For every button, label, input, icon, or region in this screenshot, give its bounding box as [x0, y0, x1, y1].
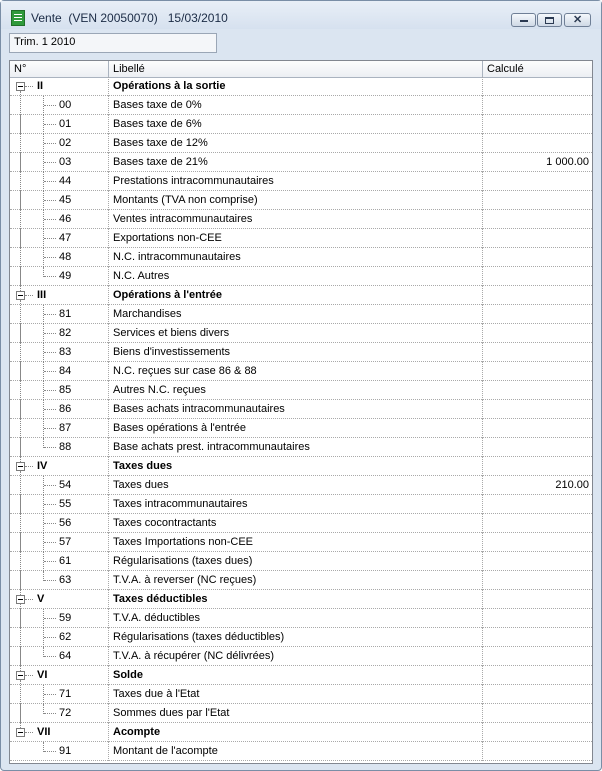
tree-connector: [44, 694, 56, 695]
tree-connector: [44, 751, 56, 752]
close-button[interactable]: [564, 13, 591, 27]
tree-connector: [25, 466, 33, 467]
row-code: 44: [59, 175, 72, 187]
tree-connector: [20, 552, 21, 571]
row-calculated-value[interactable]: 1 000.00: [482, 153, 592, 172]
tree-connector: [20, 685, 21, 704]
row-number-cell: [10, 495, 108, 514]
row-code: 59: [59, 612, 72, 624]
row-calculated-value[interactable]: [482, 685, 592, 704]
tree-connector: [44, 124, 56, 125]
tree-connector: [20, 438, 21, 457]
tree-connector: [44, 561, 56, 562]
tree-connector: [20, 267, 21, 286]
group-row[interactable]: [10, 286, 592, 305]
tree-connector: [44, 333, 56, 334]
row-label: Biens d'investissements: [108, 343, 482, 362]
group-number-cell: [10, 723, 108, 742]
row-calculated-value[interactable]: [482, 115, 592, 134]
tree-connector: [44, 447, 56, 448]
row-label: Bases taxe de 21%: [108, 153, 482, 172]
tree-connector: [20, 191, 21, 210]
group-row[interactable]: [10, 723, 592, 742]
row-code: 46: [59, 213, 72, 225]
tree-connector: [20, 229, 21, 248]
tree-connector: [20, 381, 21, 400]
tree-connector: [20, 704, 21, 723]
row-number-cell: [10, 476, 108, 495]
group-calc-cell: [482, 77, 592, 96]
table-row[interactable]: [10, 343, 592, 362]
tree-connector: [20, 343, 21, 362]
row-calculated-value[interactable]: [482, 134, 592, 153]
maximize-icon: [545, 17, 554, 24]
row-code: 54: [59, 479, 72, 491]
table-row[interactable]: [10, 362, 592, 381]
row-label: Régularisations (taxes déductibles): [108, 628, 482, 647]
table-row[interactable]: [10, 172, 592, 191]
row-calculated-value[interactable]: [482, 552, 592, 571]
collapse-toggle-icon[interactable]: [16, 462, 25, 471]
tree-connector: [44, 390, 56, 391]
table-row[interactable]: [10, 134, 592, 153]
row-code: 83: [59, 346, 72, 358]
tree-connector: [44, 656, 56, 657]
row-number-cell: [10, 343, 108, 362]
table-row[interactable]: [10, 115, 592, 134]
vat-tree-grid: [9, 60, 593, 764]
tree-connector: [25, 732, 33, 733]
row-label: Autres N.C. reçues: [108, 381, 482, 400]
row-code: 82: [59, 327, 72, 339]
tree-connector: [20, 134, 21, 153]
tree-connector: [20, 172, 21, 191]
table-row[interactable]: [10, 628, 592, 647]
tree-connector: [20, 514, 21, 533]
tree-connector: [20, 628, 21, 647]
row-number-cell: [10, 172, 108, 191]
table-row[interactable]: [10, 495, 592, 514]
tree-connector: [20, 476, 21, 495]
group-label: Solde: [108, 666, 482, 685]
row-label: Régularisations (taxes dues): [108, 552, 482, 571]
group-code: II: [37, 80, 44, 92]
column-header-calcule[interactable]: Calculé: [482, 61, 592, 77]
close-icon: ✕: [573, 14, 583, 26]
group-label: Opérations à la sortie: [108, 77, 482, 96]
tree-connector: [44, 713, 56, 714]
tree-connector: [20, 248, 21, 267]
row-label: Ventes intracommunautaires: [108, 210, 482, 229]
row-number-cell: [10, 419, 108, 438]
row-code: 03: [59, 156, 72, 168]
row-calculated-value[interactable]: [482, 704, 592, 723]
tree-connector: [44, 314, 56, 315]
group-calc-cell: [482, 457, 592, 476]
tree-connector: [20, 324, 21, 343]
tree-connector: [25, 86, 33, 87]
table-row[interactable]: [10, 514, 592, 533]
tree-connector: [20, 495, 21, 514]
table-row[interactable]: [10, 533, 592, 552]
group-label: Acompte: [108, 723, 482, 742]
row-code: 72: [59, 707, 72, 719]
row-number-cell: [10, 609, 108, 628]
row-code: 91: [59, 745, 72, 757]
row-calculated-value[interactable]: [482, 628, 592, 647]
group-label: Opérations à l'entrée: [108, 286, 482, 305]
tree-connector: [25, 599, 33, 600]
row-label: Taxes cocontractants: [108, 514, 482, 533]
row-number-cell: [10, 210, 108, 229]
row-number-cell: [10, 248, 108, 267]
row-number-cell: [10, 115, 108, 134]
group-code: III: [37, 289, 47, 301]
row-label: Prestations intracommunautaires: [108, 172, 482, 191]
row-label: Base achats prest. intracommunautaires: [108, 438, 482, 457]
group-number-cell: [10, 286, 108, 305]
column-header-number[interactable]: N°: [14, 63, 27, 75]
tree-connector: [20, 609, 21, 628]
row-code: 88: [59, 441, 72, 453]
group-row[interactable]: [10, 590, 592, 609]
minimize-icon: [520, 20, 528, 22]
tree-connector: [20, 571, 21, 590]
table-row[interactable]: [10, 305, 592, 324]
row-number-cell: [10, 742, 108, 761]
group-calc-cell: [482, 590, 592, 609]
tree-connector: [44, 523, 56, 524]
title-bar[interactable]: [1, 1, 601, 29]
row-label: Services et biens divers: [108, 324, 482, 343]
tree-connector: [20, 305, 21, 324]
row-calculated-value[interactable]: [482, 495, 592, 514]
row-number-cell: [10, 191, 108, 210]
row-code: 63: [59, 574, 72, 586]
row-calculated-value[interactable]: [482, 419, 592, 438]
row-calculated-value[interactable]: [482, 305, 592, 324]
row-calculated-value[interactable]: [482, 248, 592, 267]
group-number-cell: [10, 666, 108, 685]
grid-header: [10, 61, 592, 78]
row-code: 81: [59, 308, 72, 320]
row-number-cell: [10, 685, 108, 704]
tree-connector: [25, 295, 33, 296]
group-code: VI: [37, 669, 48, 681]
row-number-cell: [10, 533, 108, 552]
table-row[interactable]: [10, 438, 592, 457]
table-row[interactable]: [10, 96, 592, 115]
tree-connector: [20, 115, 21, 134]
row-calculated-value[interactable]: [482, 96, 592, 115]
row-code: 00: [59, 99, 72, 111]
tree-connector: [20, 362, 21, 381]
table-row[interactable]: [10, 571, 592, 590]
tree-connector: [20, 647, 21, 666]
row-label: T.V.A. déductibles: [108, 609, 482, 628]
row-calculated-value[interactable]: [482, 514, 592, 533]
tree-connector: [44, 162, 56, 163]
row-number-cell: [10, 96, 108, 115]
row-label: Exportations non-CEE: [108, 229, 482, 248]
row-label: Taxes due à l'Etat: [108, 685, 482, 704]
tree-connector: [44, 409, 56, 410]
table-row[interactable]: [10, 381, 592, 400]
row-label: Sommes dues par l'Etat: [108, 704, 482, 723]
tree-connector: [44, 485, 56, 486]
row-calculated-value[interactable]: [482, 742, 592, 761]
row-code: 45: [59, 194, 72, 206]
row-label: Bases taxe de 12%: [108, 134, 482, 153]
group-label: Taxes dues: [108, 457, 482, 476]
row-calculated-value[interactable]: [482, 571, 592, 590]
row-calculated-value[interactable]: [482, 400, 592, 419]
row-label: Marchandises: [108, 305, 482, 324]
table-row[interactable]: [10, 267, 592, 286]
row-code: 55: [59, 498, 72, 510]
table-row[interactable]: [10, 552, 592, 571]
row-number-cell: [10, 571, 108, 590]
tree-connector: [20, 419, 21, 438]
row-code: 84: [59, 365, 72, 377]
row-calculated-value[interactable]: [482, 172, 592, 191]
tree-connector: [44, 352, 56, 353]
row-code: 48: [59, 251, 72, 263]
row-code: 49: [59, 270, 72, 282]
tree-connector: [44, 219, 56, 220]
row-calculated-value[interactable]: [482, 381, 592, 400]
tree-connector: [44, 143, 56, 144]
group-row[interactable]: [10, 457, 592, 476]
table-row[interactable]: [10, 400, 592, 419]
table-row[interactable]: [10, 419, 592, 438]
table-row[interactable]: [10, 609, 592, 628]
table-row[interactable]: [10, 685, 592, 704]
table-row[interactable]: [10, 229, 592, 248]
tree-connector: [44, 637, 56, 638]
table-row[interactable]: [10, 324, 592, 343]
row-label: N.C. intracommunautaires: [108, 248, 482, 267]
tree-connector: [44, 276, 56, 277]
row-code: 87: [59, 422, 72, 434]
tree-connector: [44, 504, 56, 505]
row-number-cell: [10, 628, 108, 647]
table-row[interactable]: [10, 153, 592, 172]
group-number-cell: [10, 457, 108, 476]
row-code: 01: [59, 118, 72, 130]
group-label: Taxes déductibles: [108, 590, 482, 609]
tree-connector: [20, 96, 21, 115]
row-calculated-value[interactable]: [482, 533, 592, 552]
row-code: 86: [59, 403, 72, 415]
row-code: 56: [59, 517, 72, 529]
table-row[interactable]: [10, 210, 592, 229]
row-number-cell: [10, 552, 108, 571]
row-number-cell: [10, 438, 108, 457]
row-code: 47: [59, 232, 72, 244]
table-row[interactable]: [10, 248, 592, 267]
group-code: VII: [37, 726, 51, 738]
row-number-cell: [10, 704, 108, 723]
table-row[interactable]: [10, 647, 592, 666]
tree-connector: [20, 153, 21, 172]
row-label: Montants (TVA non comprise): [108, 191, 482, 210]
row-code: 71: [59, 688, 72, 700]
group-code: IV: [37, 460, 48, 472]
table-row[interactable]: [10, 704, 592, 723]
group-number-cell: [10, 590, 108, 609]
table-row[interactable]: [10, 742, 592, 761]
row-number-cell: [10, 305, 108, 324]
row-code: 62: [59, 631, 72, 643]
row-code: 02: [59, 137, 72, 149]
maximize-button[interactable]: [537, 13, 562, 27]
tree-connector: [44, 580, 56, 581]
row-label: T.V.A. à reverser (NC reçues): [108, 571, 482, 590]
tree-connector: [44, 542, 56, 543]
row-label: T.V.A. à récupérer (NC délivrées): [108, 647, 482, 666]
group-number-cell: [10, 77, 108, 96]
group-calc-cell: [482, 666, 592, 685]
tree-connector: [25, 675, 33, 676]
row-label: N.C. Autres: [108, 267, 482, 286]
row-number-cell: [10, 324, 108, 343]
row-label: Bases opérations à l'entrée: [108, 419, 482, 438]
spreadsheet-icon: [11, 10, 25, 26]
row-calculated-value[interactable]: [482, 362, 592, 381]
row-number-cell: [10, 647, 108, 666]
row-calculated-value[interactable]: [482, 438, 592, 457]
row-label: Bases taxe de 0%: [108, 96, 482, 115]
row-calculated-value[interactable]: 210.00: [482, 476, 592, 495]
row-label: Taxes dues: [108, 476, 482, 495]
tree-connector: [44, 200, 56, 201]
minimize-button[interactable]: [511, 13, 536, 27]
group-code: V: [37, 593, 45, 605]
window-title: Vente (VEN 20050070) 15/03/2010: [31, 11, 228, 25]
row-calculated-value[interactable]: [482, 609, 592, 628]
row-number-cell: [10, 400, 108, 419]
tree-connector: [20, 400, 21, 419]
row-number-cell: [10, 153, 108, 172]
group-calc-cell: [482, 286, 592, 305]
row-code: 61: [59, 555, 72, 567]
collapse-toggle-icon[interactable]: [16, 671, 25, 680]
tree-connector: [44, 238, 56, 239]
row-calculated-value[interactable]: [482, 191, 592, 210]
row-calculated-value[interactable]: [482, 229, 592, 248]
row-label: Montant de l'acompte: [108, 742, 482, 761]
row-label: Bases taxe de 6%: [108, 115, 482, 134]
row-number-cell: [10, 381, 108, 400]
tree-connector: [20, 533, 21, 552]
row-calculated-value[interactable]: [482, 324, 592, 343]
row-label: Taxes intracommunautaires: [108, 495, 482, 514]
row-code: 85: [59, 384, 72, 396]
row-number-cell: [10, 267, 108, 286]
row-calculated-value[interactable]: [482, 647, 592, 666]
row-label: Bases achats intracommunautaires: [108, 400, 482, 419]
row-label: N.C. reçues sur case 86 & 88: [108, 362, 482, 381]
collapse-toggle-icon[interactable]: [16, 291, 25, 300]
row-number-cell: [10, 362, 108, 381]
row-calculated-value[interactable]: [482, 210, 592, 229]
collapse-toggle-icon[interactable]: [16, 595, 25, 604]
row-label: Taxes Importations non-CEE: [108, 533, 482, 552]
collapse-toggle-icon[interactable]: [16, 728, 25, 737]
group-calc-cell: [482, 723, 592, 742]
tree-connector: [20, 210, 21, 229]
row-number-cell: [10, 229, 108, 248]
table-row[interactable]: [10, 476, 592, 495]
collapse-toggle-icon[interactable]: [16, 82, 25, 91]
tree-connector: [44, 428, 56, 429]
table-row[interactable]: [10, 191, 592, 210]
tree-connector: [44, 105, 56, 106]
column-header-libelle[interactable]: Libellé: [108, 61, 482, 77]
row-calculated-value[interactable]: [482, 343, 592, 362]
group-row[interactable]: [10, 77, 592, 96]
row-number-cell: [10, 514, 108, 533]
row-code: 57: [59, 536, 72, 548]
tree-connector: [44, 181, 56, 182]
tree-connector: [44, 257, 56, 258]
period-field[interactable]: Trim. 1 2010: [9, 33, 217, 53]
group-row[interactable]: [10, 666, 592, 685]
row-number-cell: [10, 134, 108, 153]
tree-connector: [44, 618, 56, 619]
tree-connector: [44, 371, 56, 372]
row-code: 64: [59, 650, 72, 662]
row-calculated-value[interactable]: [482, 267, 592, 286]
